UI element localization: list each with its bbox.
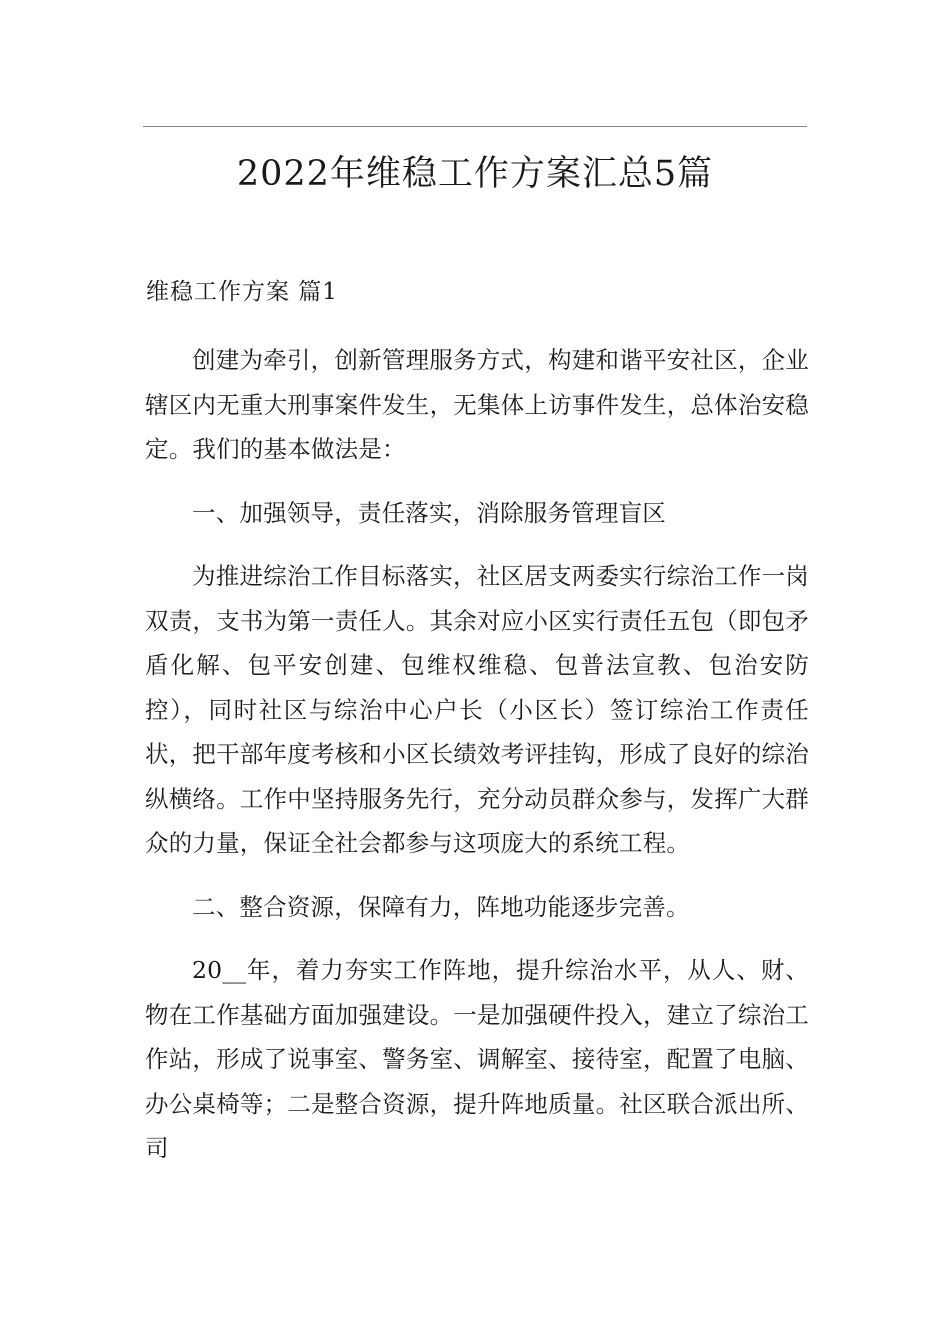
paragraph-heading-2: 二、整合资源，保障有力，阵地功能逐步完善。 [192, 892, 690, 921]
paragraph-intro: 创建为牵引，创新管理服务方式，构建和谐平安社区，企业辖区内无重大刑事案件发生，无集体上访事件发生，总体治安稳定。我们的基本做法是： [145, 346, 809, 463]
paragraph-heading-1: 一、加强领导，责任落实，消除服务管理盲区 [192, 498, 666, 527]
section-heading: 维稳工作方案 篇1 [146, 279, 338, 305]
paragraph-resources: 20__年，着力夯实工作阵地，提升综治水平，从人、财、物在工作基础方面加强建设。一是加强硬件投入，建立了综治工作站，形成了说事室、警务室、调解室、接待室，配置了电脑、办公桌椅等；二是整合资源，提升阵地质量。社区联合派出所、司 [145, 956, 809, 1162]
header-rule [143, 126, 807, 127]
document-body [145, 338, 809, 1171]
document-title: 2022年维稳工作方案汇总5篇 [236, 154, 714, 194]
paragraph-responsibility: 为推进综治工作目标落实，社区居支两委实行综治工作一岗双责，支书为第一责任人。其余对应小区实行责任五包（即包矛盾化解、包平安创建、包维权维稳、包普法宣教、包治安防控），同时社区与综治中心户长（小区长）签订综治工作责任状，把干部年度考核和小区长绩效考评挂钩，形成了良好的综治纵横络。工作中坚持服务先行，充分动员群众参与，发挥广大群众的力量，保证全社会都参与这项庞大的系统工程。 [145, 562, 809, 857]
